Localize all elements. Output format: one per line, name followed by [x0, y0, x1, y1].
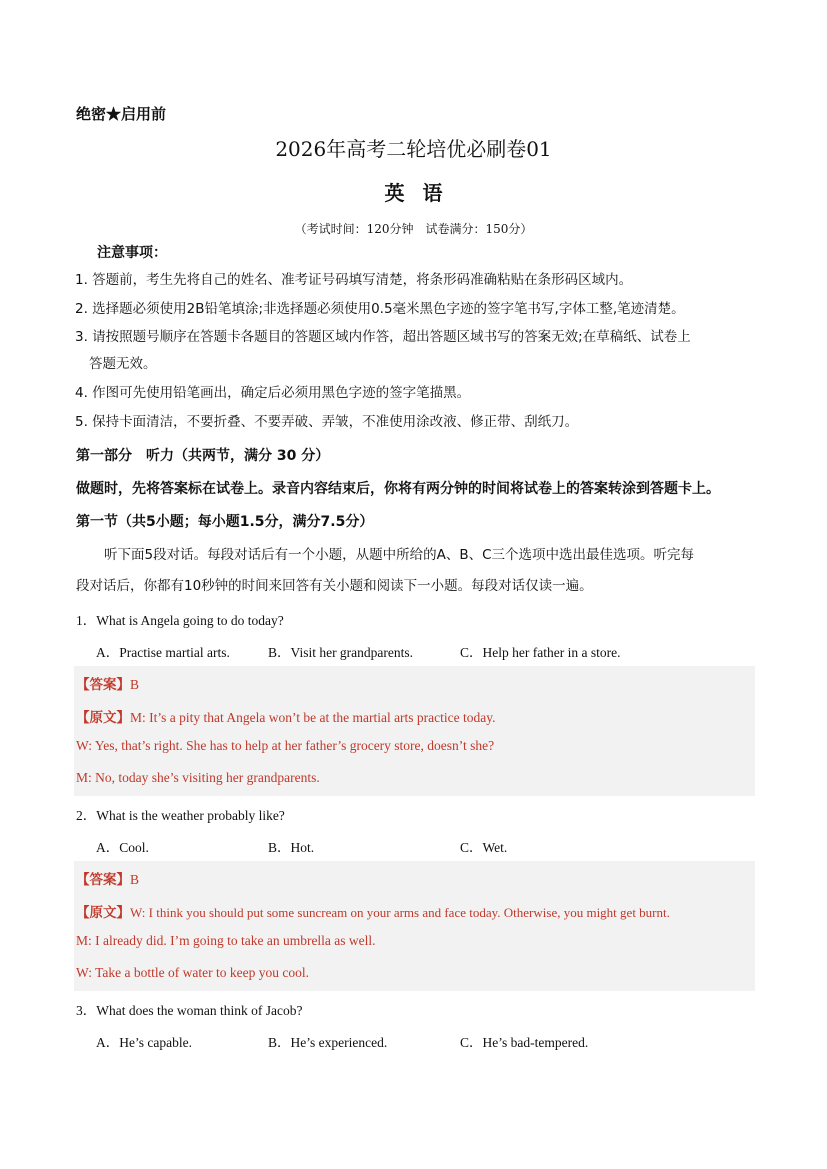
notice-item-5: 5. 保持卡面清洁，不要折叠、不要弄破、弄皱，不准使用涂改液、修正带、刮纸刀。: [75, 414, 579, 430]
question-1-script-line2: W: Yes, that’s right. She has to help at her father’s grocery store, doesn’t she?: [76, 738, 495, 753]
question-1-stem: 1．What is Angela going to do today?: [76, 613, 284, 628]
notice-heading: 注意事项：: [97, 245, 167, 261]
answer-value: B: [130, 677, 140, 692]
section1-intro-line2: 段对话后，你都有10秒钟的时间来回答有关小题和阅读下一小题。每段对话仅读一遍。: [76, 578, 593, 594]
script-tag: 【原文】: [76, 710, 130, 726]
question-3-option-a: A．He’s capable.: [96, 1035, 192, 1050]
question-2-script-line2: M: I already did. I’m going to take an umbrella as well.: [76, 933, 376, 948]
question-2-script-line1: [76, 901, 670, 921]
notice-item-2: 2. 选择题必须使用2B铅笔填涂;非选择题必须使用0.5毫米黑色字迹的签字笔书写,字体工整,笔迹清楚。: [75, 301, 685, 317]
part1-instruction: 做题时，先将答案标在试卷上。录音内容结束后，你将有两分钟的时间将试卷上的答案转涂到答题卡上。: [76, 481, 720, 497]
subject-title: 英语: [384, 181, 461, 205]
exam-info: （考试时间：120分钟 试卷满分：150分）: [294, 222, 533, 236]
question-1-answer-box: [74, 666, 755, 796]
answer-tag: 【答案】: [76, 872, 130, 888]
notice-item-4: 4. 作图可先使用铅笔画出，确定后必须用黑色字迹的签字笔描黑。: [75, 385, 471, 401]
question-1-script-line3: M: No, today she’s visiting her grandparents.: [76, 770, 320, 785]
answer-tag: 【答案】: [76, 677, 130, 693]
question-3-stem: 3．What does the woman think of Jacob?: [76, 1003, 303, 1018]
answer-value: B: [130, 872, 140, 887]
script-text: M: It’s a pity that Angela won’t be at the martial arts practice today.: [130, 710, 496, 725]
question-1-answer: [76, 673, 139, 693]
script-tag: 【原文】: [76, 905, 130, 921]
script-text: W: I think you should put some suncream on your arms and face today. Otherwise, you might get burnt.: [130, 905, 670, 920]
question-2-answer: [76, 868, 139, 888]
notice-item-3-cont: 答题无效。: [89, 356, 157, 372]
question-1-option-c: C．Help her father in a store.: [460, 645, 621, 660]
notice-item-1: 1. 答题前，考生先将自己的姓名、准考证号码填写清楚，将条形码准确粘贴在条形码区域内。: [75, 272, 633, 288]
question-2-option-a: A．Cool.: [96, 840, 149, 855]
section1-heading: 第一节（共5小题；每小题1.5分，满分7.5分）: [76, 514, 374, 530]
question-1-script-line1: [76, 706, 496, 726]
question-2-option-c: C．Wet.: [460, 840, 508, 855]
question-2-answer-box: [74, 861, 755, 991]
question-1-option-a: A．Practise martial arts.: [96, 645, 230, 660]
question-1-option-b: B．Visit her grandparents.: [268, 645, 414, 660]
exam-title: 2026年高考二轮培优必刷卷01: [275, 137, 552, 161]
question-2-option-b: B．Hot.: [268, 840, 315, 855]
confidential-label: 绝密★启用前: [76, 105, 167, 123]
question-2-stem: 2．What is the weather probably like?: [76, 808, 285, 823]
part1-heading: 第一部分 听力（共两节，满分 30 分）: [76, 448, 330, 464]
question-3-option-b: B．He’s experienced.: [268, 1035, 388, 1050]
question-3-option-c: C．He’s bad-tempered.: [460, 1035, 589, 1050]
section1-intro-line1: 听下面5段对话。每段对话后有一个小题，从题中所给的A、B、C三个选项中选出最佳选项。听完每: [104, 547, 695, 563]
notice-item-3: 3. 请按照题号顺序在答题卡各题目的答题区域内作答，超出答题区域书写的答案无效;在草稿纸、试卷上: [75, 329, 691, 345]
question-2-script-line3: W: Take a bottle of water to keep you cool.: [76, 965, 309, 980]
